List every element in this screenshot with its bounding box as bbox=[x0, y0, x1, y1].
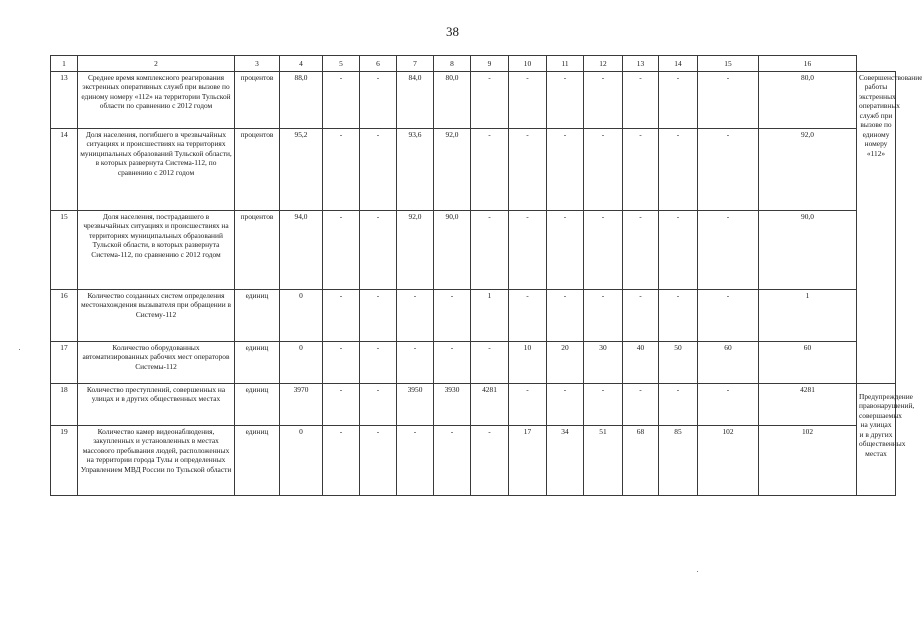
header-cell: 9 bbox=[471, 56, 509, 72]
value-cell: - bbox=[584, 290, 623, 342]
row-number: 19 bbox=[51, 426, 78, 496]
value-cell: - bbox=[471, 72, 509, 129]
value-cell: 10 bbox=[509, 342, 547, 384]
value-cell: - bbox=[323, 342, 360, 384]
row-number: 18 bbox=[51, 384, 78, 426]
value-cell: - bbox=[509, 211, 547, 290]
value-cell: 85 bbox=[659, 426, 698, 496]
value-cell: 60 bbox=[698, 342, 759, 384]
value-cell: 68 bbox=[623, 426, 659, 496]
row-number: 16 bbox=[51, 290, 78, 342]
value-cell: 1 bbox=[759, 290, 857, 342]
header-cell: 14 bbox=[659, 56, 698, 72]
value-cell: - bbox=[434, 342, 471, 384]
value-cell: - bbox=[547, 129, 584, 211]
unit-cell: процентов bbox=[235, 72, 280, 129]
value-cell: - bbox=[698, 211, 759, 290]
value-cell: - bbox=[509, 72, 547, 129]
value-cell: - bbox=[623, 384, 659, 426]
value-cell: - bbox=[434, 290, 471, 342]
value-cell: 0 bbox=[280, 426, 323, 496]
value-cell: - bbox=[584, 384, 623, 426]
value-cell: - bbox=[547, 290, 584, 342]
header-cell: 15 bbox=[698, 56, 759, 72]
value-cell: 51 bbox=[584, 426, 623, 496]
header-cell: 16 bbox=[759, 56, 857, 72]
scan-speck bbox=[697, 571, 698, 572]
value-cell: 20 bbox=[547, 342, 584, 384]
value-cell: 50 bbox=[659, 342, 698, 384]
value-cell: - bbox=[547, 384, 584, 426]
table-row bbox=[51, 290, 896, 342]
header-cell: 4 bbox=[280, 56, 323, 72]
value-cell: - bbox=[397, 290, 434, 342]
note-group-112: Совершенствование работы экстренных оперативных служб при вызове по единому номеру «112» bbox=[857, 72, 896, 384]
value-cell: 4281 bbox=[471, 384, 509, 426]
value-cell: 1 bbox=[471, 290, 509, 342]
value-cell: - bbox=[360, 211, 397, 290]
value-cell: 94,0 bbox=[280, 211, 323, 290]
value-cell: 40 bbox=[623, 342, 659, 384]
value-cell: 90,0 bbox=[759, 211, 857, 290]
value-cell: - bbox=[323, 211, 360, 290]
value-cell: - bbox=[584, 211, 623, 290]
value-cell: 3930 bbox=[434, 384, 471, 426]
value-cell: - bbox=[659, 211, 698, 290]
table-row bbox=[51, 342, 896, 384]
unit-cell: единиц bbox=[235, 290, 280, 342]
table-row bbox=[51, 384, 896, 426]
value-cell: - bbox=[323, 129, 360, 211]
value-cell: - bbox=[698, 72, 759, 129]
value-cell: - bbox=[509, 129, 547, 211]
value-cell: 0 bbox=[280, 342, 323, 384]
value-cell: - bbox=[698, 384, 759, 426]
value-cell: - bbox=[360, 72, 397, 129]
unit-cell: процентов bbox=[235, 211, 280, 290]
table-row bbox=[51, 72, 896, 129]
row-number: 14 bbox=[51, 129, 78, 211]
header-row bbox=[51, 56, 896, 72]
value-cell: - bbox=[397, 426, 434, 496]
value-cell: 102 bbox=[698, 426, 759, 496]
header-cell: 6 bbox=[360, 56, 397, 72]
row-number: 13 bbox=[51, 72, 78, 129]
value-cell: - bbox=[509, 290, 547, 342]
value-cell: - bbox=[360, 129, 397, 211]
indicator-name: Количество камер видеонаблюдения, закупленных и установленных в местах массового пребывания людей, расположенных на территории города Тулы и определенных Управлением МВД России по Тульской области bbox=[78, 426, 235, 496]
indicator-name: Количество преступлений, совершенных на улицах и в других общественных местах bbox=[78, 384, 235, 426]
value-cell: - bbox=[623, 211, 659, 290]
unit-cell: единиц bbox=[235, 342, 280, 384]
value-cell: - bbox=[623, 72, 659, 129]
indicator-name: Доля населения, пострадавшего в чрезвычайных ситуациях и происшествиях на территориях муниципальных образований Тульской области, в которых развернута Система-112, по сравнению с 2012 годом bbox=[78, 211, 235, 290]
table-row bbox=[51, 129, 896, 211]
indicator-name: Количество созданных систем определения местонахождения вызывателя при обращении в Систему-112 bbox=[78, 290, 235, 342]
value-cell: - bbox=[323, 290, 360, 342]
value-cell: - bbox=[360, 290, 397, 342]
value-cell: 80,0 bbox=[434, 72, 471, 129]
value-cell: 84,0 bbox=[397, 72, 434, 129]
value-cell: 17 bbox=[509, 426, 547, 496]
value-cell: 3970 bbox=[280, 384, 323, 426]
value-cell: 92,0 bbox=[434, 129, 471, 211]
value-cell: - bbox=[547, 72, 584, 129]
header-cell: 7 bbox=[397, 56, 434, 72]
header-cell: 12 bbox=[584, 56, 623, 72]
value-cell: - bbox=[471, 129, 509, 211]
indicator-name: Количество оборудованных автоматизированных рабочих мест операторов Системы-112 bbox=[78, 342, 235, 384]
header-cell: 3 bbox=[235, 56, 280, 72]
indicators-table bbox=[50, 55, 922, 496]
value-cell: - bbox=[659, 290, 698, 342]
value-cell: 88,0 bbox=[280, 72, 323, 129]
value-cell: - bbox=[360, 384, 397, 426]
value-cell: - bbox=[323, 426, 360, 496]
value-cell: - bbox=[323, 72, 360, 129]
value-cell: - bbox=[509, 384, 547, 426]
table-row bbox=[51, 211, 896, 290]
header-cell: 5 bbox=[323, 56, 360, 72]
value-cell: 92,0 bbox=[759, 129, 857, 211]
value-cell: - bbox=[360, 426, 397, 496]
value-cell: - bbox=[360, 342, 397, 384]
value-cell: 60 bbox=[759, 342, 857, 384]
value-cell: - bbox=[471, 211, 509, 290]
page-number: 38 bbox=[446, 24, 459, 39]
value-cell: 90,0 bbox=[434, 211, 471, 290]
note-group-offenses: Предупреждение правонарушений, совершаемых на улицах и в других общественных местах bbox=[857, 384, 896, 496]
header-cell: 2 bbox=[78, 56, 235, 72]
value-cell: - bbox=[659, 384, 698, 426]
row-number: 15 bbox=[51, 211, 78, 290]
value-cell: 102 bbox=[759, 426, 857, 496]
value-cell: 80,0 bbox=[759, 72, 857, 129]
value-cell: 92,0 bbox=[397, 211, 434, 290]
header-cell: 13 bbox=[623, 56, 659, 72]
unit-cell: единиц bbox=[235, 426, 280, 496]
value-cell: - bbox=[623, 129, 659, 211]
header-cell: 10 bbox=[509, 56, 547, 72]
value-cell: - bbox=[434, 426, 471, 496]
value-cell: - bbox=[547, 211, 584, 290]
value-cell: - bbox=[659, 72, 698, 129]
header-cell: 11 bbox=[547, 56, 584, 72]
table-row bbox=[51, 426, 896, 496]
value-cell: - bbox=[623, 290, 659, 342]
value-cell: 30 bbox=[584, 342, 623, 384]
row-number: 17 bbox=[51, 342, 78, 384]
unit-cell: единиц bbox=[235, 384, 280, 426]
value-cell: - bbox=[471, 342, 509, 384]
header-cell: 8 bbox=[434, 56, 471, 72]
value-cell: 4281 bbox=[759, 384, 857, 426]
value-cell: 3950 bbox=[397, 384, 434, 426]
value-cell: - bbox=[584, 72, 623, 129]
value-cell: - bbox=[323, 384, 360, 426]
scan-speck bbox=[19, 349, 20, 350]
value-cell: 93,6 bbox=[397, 129, 434, 211]
header-cell: 1 bbox=[51, 56, 78, 72]
value-cell: - bbox=[471, 426, 509, 496]
value-cell: - bbox=[584, 129, 623, 211]
value-cell: - bbox=[397, 342, 434, 384]
value-cell: - bbox=[659, 129, 698, 211]
value-cell: - bbox=[698, 290, 759, 342]
value-cell: - bbox=[698, 129, 759, 211]
unit-cell: процентов bbox=[235, 129, 280, 211]
value-cell: 0 bbox=[280, 290, 323, 342]
value-cell: 95,2 bbox=[280, 129, 323, 211]
indicator-name: Среднее время комплексного реагирования экстренных оперативных служб при вызове по единому номеру «112» на территории Тульской области по сравнению с 2012 годом bbox=[78, 72, 235, 129]
value-cell: 34 bbox=[547, 426, 584, 496]
indicator-name: Доля населения, погибшего в чрезвычайных ситуациях и происшествиях на территориях муниципальных образований Тульской области, в которых развернута Система-112, по сравнению с 2012 годом bbox=[78, 129, 235, 211]
